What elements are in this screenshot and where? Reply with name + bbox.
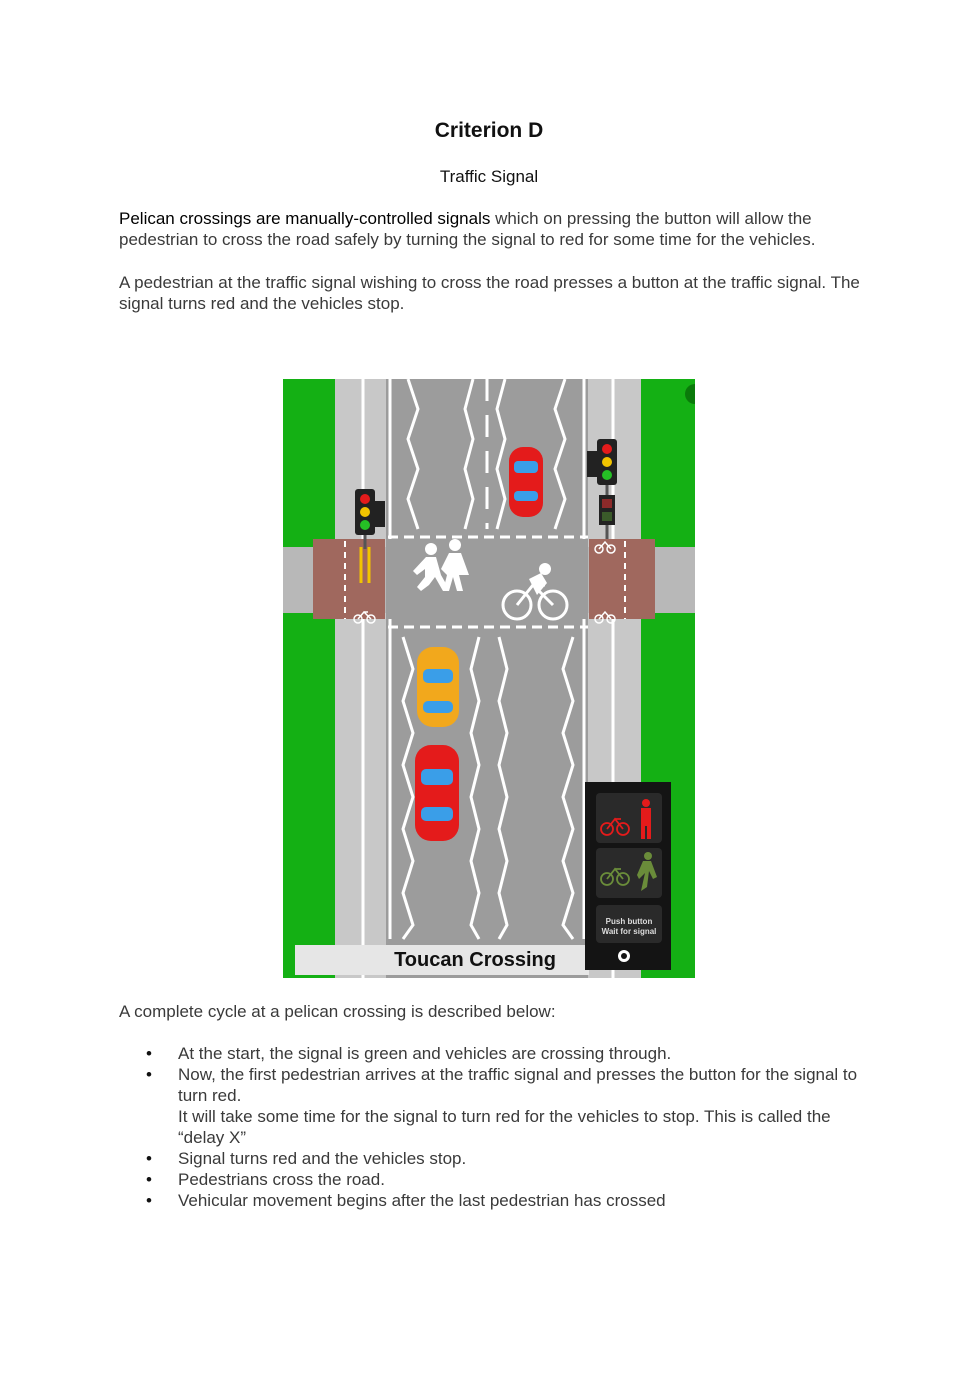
bullet: • xyxy=(146,1065,152,1084)
panel-wait-text: Wait for signal xyxy=(601,927,657,936)
bullet: • xyxy=(146,1191,152,1210)
bullet: • xyxy=(146,1044,152,1063)
page-title: Criterion D xyxy=(434,119,544,142)
intro-paragraph-1 xyxy=(119,208,869,250)
panel-push-button-text: Push button xyxy=(605,917,653,926)
list-item xyxy=(119,1148,859,1169)
bullet: • xyxy=(146,1149,152,1168)
list-item xyxy=(119,1169,859,1190)
list-item xyxy=(119,1190,859,1211)
intro-highlight: Pelican crossings are manually-controlled signals xyxy=(119,209,491,228)
left-crossing-area xyxy=(313,539,385,619)
right-crossing-area xyxy=(589,539,655,619)
page-subtitle: Traffic Signal xyxy=(439,167,539,186)
toucan-crossing-illustration xyxy=(283,379,695,978)
list-item-text: At the start, the signal is green and vehicles are crossing through. xyxy=(178,1044,672,1063)
list-item xyxy=(119,1043,859,1064)
intro-rest: which on pressing the button will allow the pedestrian to cross the road safely by turning the signal to red for some time for the vehicles. xyxy=(119,209,816,249)
red-car-bottom-icon xyxy=(415,745,459,841)
figure-caption: Toucan Crossing xyxy=(394,949,556,971)
intro-paragraph-2: A pedestrian at the traffic signal wishing to cross the road presses a button at the traffic signal. The signal turns red and the vehicles stop. xyxy=(119,273,860,313)
toucan-signal-panel xyxy=(585,782,671,970)
list-item-subtext: It will take some time for the signal to turn red for the vehicles to stop. This is called the “delay X” xyxy=(178,1107,831,1147)
list-item-text: Signal turns red and the vehicles stop. xyxy=(178,1149,467,1168)
list-item xyxy=(119,1064,859,1148)
list-item-text: Now, the first pedestrian arrives at the traffic signal and presses the button for the signal to turn red. xyxy=(178,1065,858,1105)
bullet: • xyxy=(146,1170,152,1189)
list-item-text: Vehicular movement begins after the last pedestrian has crossed xyxy=(178,1191,666,1210)
list-item-text: Pedestrians cross the road. xyxy=(178,1170,385,1189)
cycle-steps-list xyxy=(119,1043,859,1211)
red-car-top-icon xyxy=(509,447,543,517)
cycle-intro: A complete cycle at a pelican crossing is described below: xyxy=(119,1002,556,1021)
orange-car-icon xyxy=(417,647,459,727)
